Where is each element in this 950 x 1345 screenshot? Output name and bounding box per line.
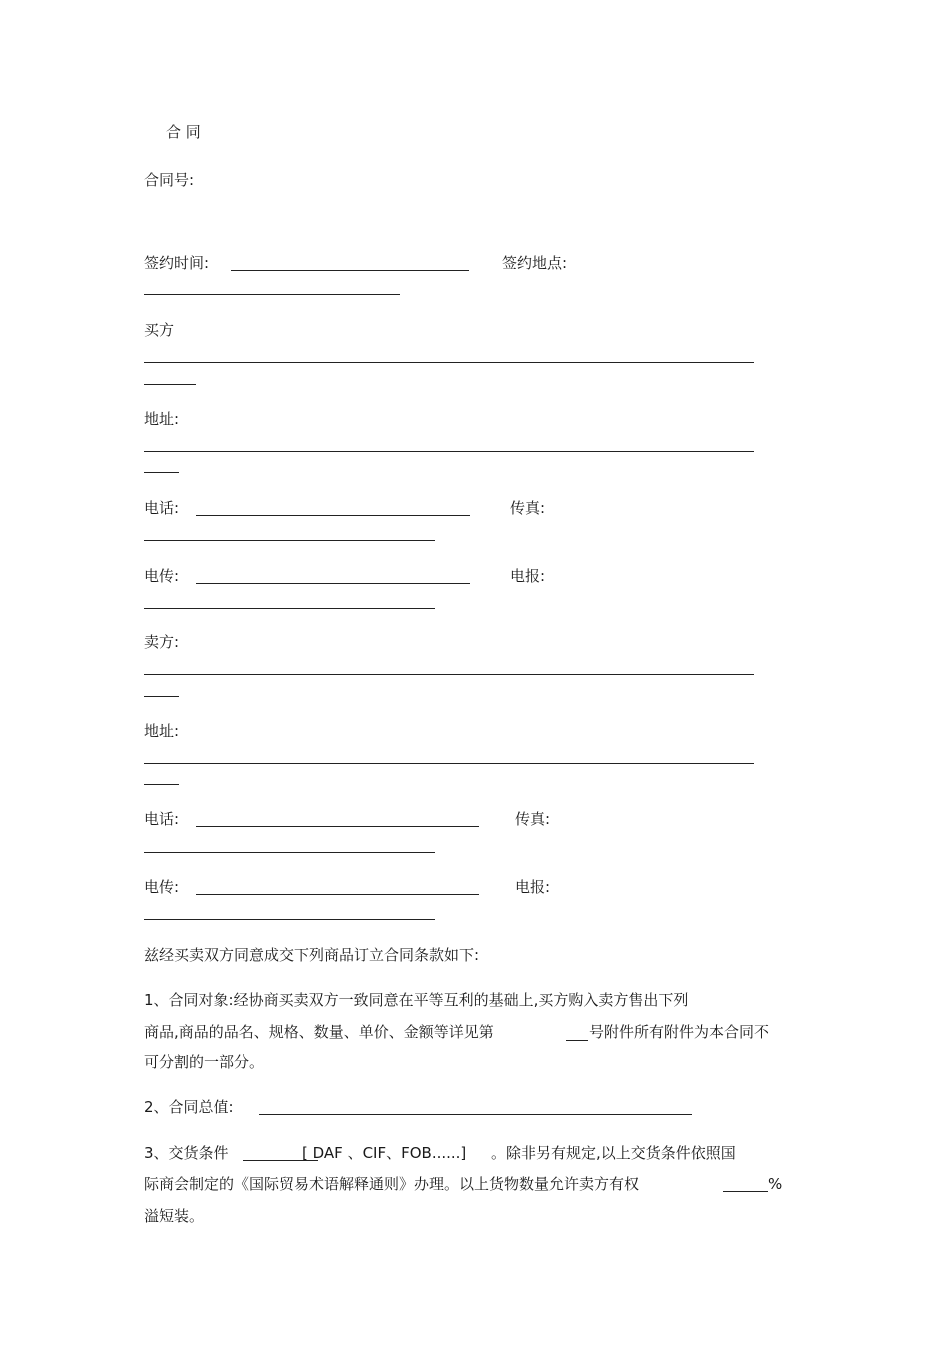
- buyer-label: 买方: [144, 321, 175, 339]
- buyer-name-field-cont[interactable]: [144, 384, 196, 385]
- document-title: 合 同: [166, 123, 201, 141]
- sign-place-label: 签约地点:: [502, 254, 568, 272]
- buyer-address-label: 地址:: [144, 410, 180, 428]
- buyer-telex-field[interactable]: [196, 583, 470, 584]
- buyer-phone-label: 电话:: [144, 499, 180, 517]
- seller-telegram-label: 电报:: [515, 878, 551, 896]
- seller-name-field[interactable]: [144, 674, 754, 675]
- buyer-name-field[interactable]: [144, 362, 754, 363]
- seller-telex-field[interactable]: [196, 894, 479, 895]
- clause3-line1-rest: 。除非另有规定,以上交货条件依照国: [491, 1144, 736, 1162]
- seller-phone-label: 电话:: [144, 810, 180, 828]
- clause1-line2b: 号附件所有附件为本合同不: [589, 1023, 770, 1041]
- percent-sign: %: [768, 1175, 783, 1193]
- seller-address-field[interactable]: [144, 763, 754, 764]
- seller-address-field-cont[interactable]: [144, 784, 179, 785]
- sign-time-field[interactable]: [231, 270, 469, 271]
- seller-telex-label: 电传:: [144, 878, 180, 896]
- clause1-line2a: 商品,商品的品名、规格、数量、单价、金额等详见第: [144, 1023, 494, 1041]
- clause3-line2: 际商会制定的《国际贸易术语解释通则》办理。以上货物数量允许卖方有权: [144, 1175, 640, 1193]
- buyer-telegram-field[interactable]: [144, 608, 435, 609]
- intro-text: 兹经买卖双方同意成交下列商品订立合同条款如下:: [144, 946, 480, 964]
- buyer-fax-field[interactable]: [144, 540, 435, 541]
- sign-place-field[interactable]: [144, 294, 400, 295]
- clause1-line3: 可分割的一部分。: [144, 1053, 265, 1071]
- sign-time-label: 签约时间:: [144, 254, 210, 272]
- seller-fax-label: 传真:: [515, 810, 551, 828]
- buyer-phone-field[interactable]: [196, 515, 470, 516]
- delivery-terms-options: [ DAF 、CIF、FOB......]: [302, 1144, 467, 1162]
- clause2-label: 2、合同总值:: [144, 1098, 234, 1116]
- attachment-no-field[interactable]: [566, 1040, 588, 1041]
- seller-fax-field[interactable]: [144, 852, 435, 853]
- seller-label: 卖方:: [144, 633, 180, 651]
- total-value-field[interactable]: [259, 1114, 692, 1115]
- buyer-address-field[interactable]: [144, 451, 754, 452]
- clause1-line1: 1、合同对象:经协商买卖双方一致同意在平等互利的基础上,买方购入卖方售出下列: [144, 991, 689, 1009]
- seller-telegram-field[interactable]: [144, 919, 435, 920]
- seller-name-field-cont[interactable]: [144, 696, 179, 697]
- seller-address-label: 地址:: [144, 722, 180, 740]
- seller-phone-field[interactable]: [196, 826, 479, 827]
- buyer-address-field-cont[interactable]: [144, 472, 179, 473]
- buyer-fax-label: 传真:: [510, 499, 546, 517]
- buyer-telex-label: 电传:: [144, 567, 180, 585]
- tolerance-percent-field[interactable]: [723, 1191, 768, 1192]
- buyer-telegram-label: 电报:: [510, 567, 546, 585]
- contract-no-label: 合同号:: [144, 171, 195, 189]
- clause3-label: 3、交货条件: [144, 1144, 229, 1162]
- clause3-line3: 溢短装。: [144, 1207, 205, 1225]
